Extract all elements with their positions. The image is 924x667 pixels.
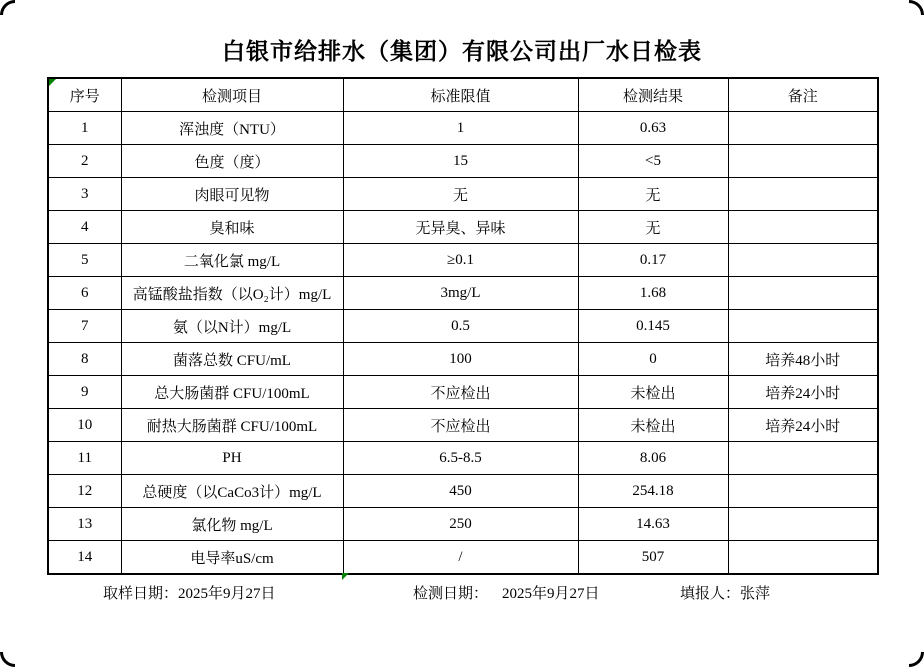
cell-limit: 250 bbox=[343, 508, 578, 541]
cell-remark bbox=[728, 178, 878, 211]
cell-limit: 6.5-8.5 bbox=[343, 442, 578, 475]
cell-result: 1.68 bbox=[578, 277, 728, 310]
cell-item: 总大肠菌群 CFU/100mL bbox=[121, 376, 343, 409]
table-row bbox=[48, 376, 878, 409]
cell-result: 254.18 bbox=[578, 475, 728, 508]
cell-index: 3 bbox=[48, 178, 121, 211]
table-row bbox=[48, 244, 878, 277]
cell-item: 高锰酸盐指数（以O₂计）mg/L bbox=[121, 277, 343, 310]
cell-result: 无 bbox=[578, 211, 728, 244]
test-date bbox=[413, 582, 600, 603]
cell-item: 二氧化氯 mg/L bbox=[121, 244, 343, 277]
cell-limit: 0.5 bbox=[343, 310, 578, 343]
reporter-label: 填报人： bbox=[680, 586, 741, 602]
cell-result: 507 bbox=[578, 541, 728, 575]
cell-item: 臭和味 bbox=[121, 211, 343, 244]
cell-limit: 15 bbox=[343, 145, 578, 178]
cell-index: 9 bbox=[48, 376, 121, 409]
cell-remark bbox=[728, 475, 878, 508]
cell-index: 1 bbox=[48, 112, 121, 145]
cell-index: 12 bbox=[48, 475, 121, 508]
table-row bbox=[48, 211, 878, 244]
frame-corner-bottom-left bbox=[0, 652, 15, 667]
cell-remark bbox=[728, 112, 878, 145]
cell-result: 0.145 bbox=[578, 310, 728, 343]
cell-result: 未检出 bbox=[578, 376, 728, 409]
cell-remark bbox=[728, 145, 878, 178]
excel-error-indicator-icon bbox=[342, 573, 349, 580]
table-row bbox=[48, 112, 878, 145]
cell-index: 13 bbox=[48, 508, 121, 541]
cell-index: 11 bbox=[48, 442, 121, 475]
col-header-remark: 备注 bbox=[728, 78, 878, 112]
cell-item: 氯化物 mg/L bbox=[121, 508, 343, 541]
frame-corner-top-left bbox=[0, 0, 15, 15]
cell-result: 0.17 bbox=[578, 244, 728, 277]
cell-item: PH bbox=[121, 442, 343, 475]
cell-item: 氨（以N计）mg/L bbox=[121, 310, 343, 343]
frame-corner-bottom-right bbox=[909, 652, 924, 667]
cell-limit: / bbox=[343, 541, 578, 575]
cell-index: 2 bbox=[48, 145, 121, 178]
cell-result: 8.06 bbox=[578, 442, 728, 475]
cell-remark bbox=[728, 310, 878, 343]
page-title: 白银市给排水（集团）有限公司出厂水日检表 bbox=[222, 39, 702, 64]
cell-index: 10 bbox=[48, 409, 121, 442]
cell-result: 未检出 bbox=[578, 409, 728, 442]
sample-date bbox=[103, 582, 276, 603]
sample-date-value: 2025年9月27日 bbox=[178, 586, 276, 602]
cell-limit: 无异臭、异味 bbox=[343, 211, 578, 244]
cell-remark: 培养48小时 bbox=[728, 343, 878, 376]
cell-item: 浑浊度（NTU） bbox=[121, 112, 343, 145]
cell-limit: 100 bbox=[343, 343, 578, 376]
cell-item: 电导率uS/cm bbox=[121, 541, 343, 575]
cell-item: 耐热大肠菌群 CFU/100mL bbox=[121, 409, 343, 442]
col-header-item: 检测项目 bbox=[121, 78, 343, 112]
test-date-label: 检测日期： bbox=[413, 586, 489, 602]
table-header-row bbox=[48, 78, 878, 112]
cell-result: 0 bbox=[578, 343, 728, 376]
col-header-index: 序号 bbox=[48, 78, 121, 112]
test-date-value: 2025年9月27日 bbox=[502, 586, 600, 602]
table-row bbox=[48, 310, 878, 343]
cell-result: <5 bbox=[578, 145, 728, 178]
footer-line bbox=[0, 582, 924, 602]
cell-limit: 不应检出 bbox=[343, 409, 578, 442]
cell-limit: 450 bbox=[343, 475, 578, 508]
cell-limit: 3mg/L bbox=[343, 277, 578, 310]
table-row bbox=[48, 442, 878, 475]
table-row bbox=[48, 277, 878, 310]
table-row bbox=[48, 145, 878, 178]
cell-index: 8 bbox=[48, 343, 121, 376]
cell-result: 14.63 bbox=[578, 508, 728, 541]
cell-item: 总硬度（以CaCo3计）mg/L bbox=[121, 475, 343, 508]
cell-remark bbox=[728, 277, 878, 310]
cell-limit: 无 bbox=[343, 178, 578, 211]
cell-index: 4 bbox=[48, 211, 121, 244]
col-header-limit: 标准限值 bbox=[343, 78, 578, 112]
cell-limit: 1 bbox=[343, 112, 578, 145]
cell-remark: 培养24小时 bbox=[728, 409, 878, 442]
col-header-result: 检测结果 bbox=[578, 78, 728, 112]
cell-remark bbox=[728, 244, 878, 277]
cell-limit: ≥0.1 bbox=[343, 244, 578, 277]
cell-index: 14 bbox=[48, 541, 121, 575]
cell-remark bbox=[728, 211, 878, 244]
table-row bbox=[48, 409, 878, 442]
water-test-table bbox=[47, 77, 879, 575]
cell-limit: 不应检出 bbox=[343, 376, 578, 409]
cell-index: 7 bbox=[48, 310, 121, 343]
cell-item: 肉眼可见物 bbox=[121, 178, 343, 211]
cell-item: 菌落总数 CFU/mL bbox=[121, 343, 343, 376]
excel-error-indicator-icon bbox=[49, 79, 56, 86]
cell-remark bbox=[728, 442, 878, 475]
table-row bbox=[48, 475, 878, 508]
cell-result: 0.63 bbox=[578, 112, 728, 145]
cell-index: 5 bbox=[48, 244, 121, 277]
table-row bbox=[48, 541, 878, 575]
cell-index: 6 bbox=[48, 277, 121, 310]
table-row bbox=[48, 178, 878, 211]
cell-result: 无 bbox=[578, 178, 728, 211]
table-row bbox=[48, 343, 878, 376]
reporter bbox=[680, 582, 770, 603]
cell-remark bbox=[728, 541, 878, 575]
cell-item: 色度（度） bbox=[121, 145, 343, 178]
reporter-name: 张萍 bbox=[740, 586, 771, 602]
frame-corner-top-right bbox=[909, 0, 924, 15]
cell-remark bbox=[728, 508, 878, 541]
table-row bbox=[48, 508, 878, 541]
sample-date-label: 取样日期： bbox=[103, 586, 179, 602]
cell-remark: 培养24小时 bbox=[728, 376, 878, 409]
